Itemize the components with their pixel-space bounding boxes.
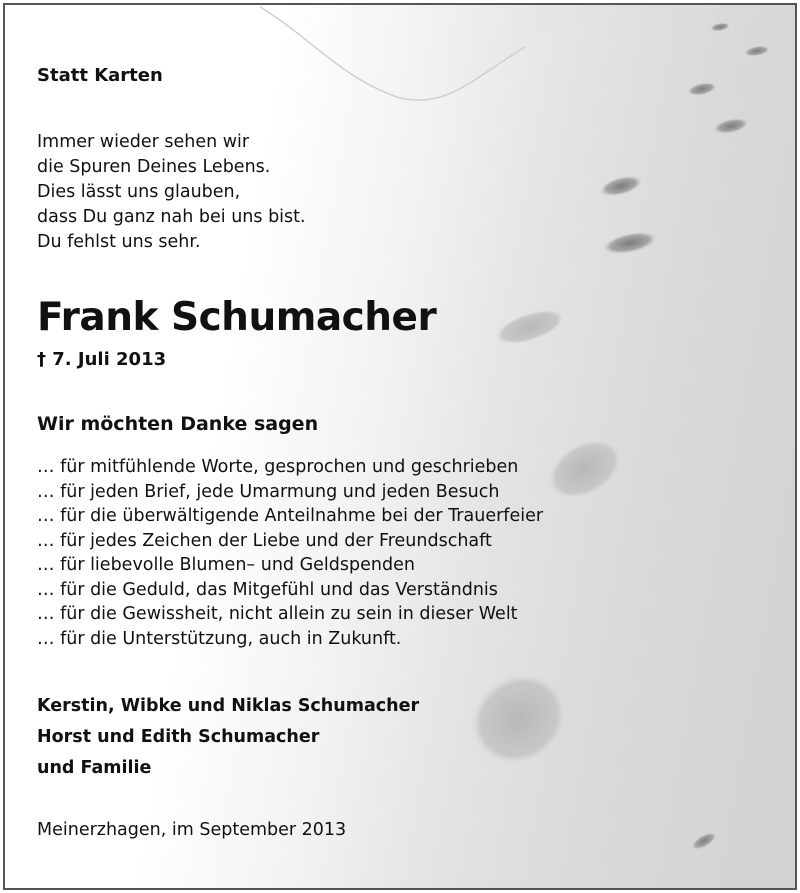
signatory-line: Kerstin, Wibke und Niklas Schumacher	[37, 696, 420, 716]
thanks-item: … für die Gewissheit, nicht allein zu sein in dieser Welt	[37, 604, 518, 624]
death-date: † 7. Juli 2013	[37, 349, 167, 370]
thanks-item: … für mitfühlende Worte, gesprochen und geschrieben	[37, 457, 519, 477]
thanks-item: … für die Geduld, das Mitgefühl und das Verständnis	[37, 579, 498, 600]
deceased-name: Frank Schumacher	[37, 295, 437, 340]
signatory-line: und Familie	[37, 758, 152, 778]
thanks-heading: Wir möchten Danke sagen	[37, 413, 319, 435]
notice-heading: Statt Karten	[37, 65, 163, 86]
obituary-text	[5, 5, 795, 888]
poem-line: die Spuren Deines Lebens.	[37, 157, 271, 177]
place-date: Meinerzhagen, im September 2013	[37, 820, 347, 840]
obituary-card	[3, 3, 797, 890]
poem-line: Dies lässt uns glauben,	[37, 182, 241, 202]
thanks-list	[37, 455, 543, 651]
poem	[37, 130, 306, 255]
thanks-item: … für liebevolle Blumen– und Geldspenden	[37, 555, 415, 575]
poem-line: Du fehlst uns sehr.	[37, 232, 201, 252]
signatories	[37, 691, 419, 784]
poem-line: dass Du ganz nah bei uns bist.	[37, 207, 306, 227]
poem-line: Immer wieder sehen wir	[37, 132, 250, 152]
thanks-item: … für jeden Brief, jede Umarmung und jeden Besuch	[37, 481, 500, 502]
signatory-line: Horst und Edith Schumacher	[37, 727, 320, 747]
thanks-item: … für die Unterstützung, auch in Zukunft.	[37, 628, 402, 649]
thanks-item: … für die überwältigende Anteilnahme bei der Trauerfeier	[37, 506, 544, 526]
thanks-item: … für jedes Zeichen der Liebe und der Freundschaft	[37, 530, 492, 551]
